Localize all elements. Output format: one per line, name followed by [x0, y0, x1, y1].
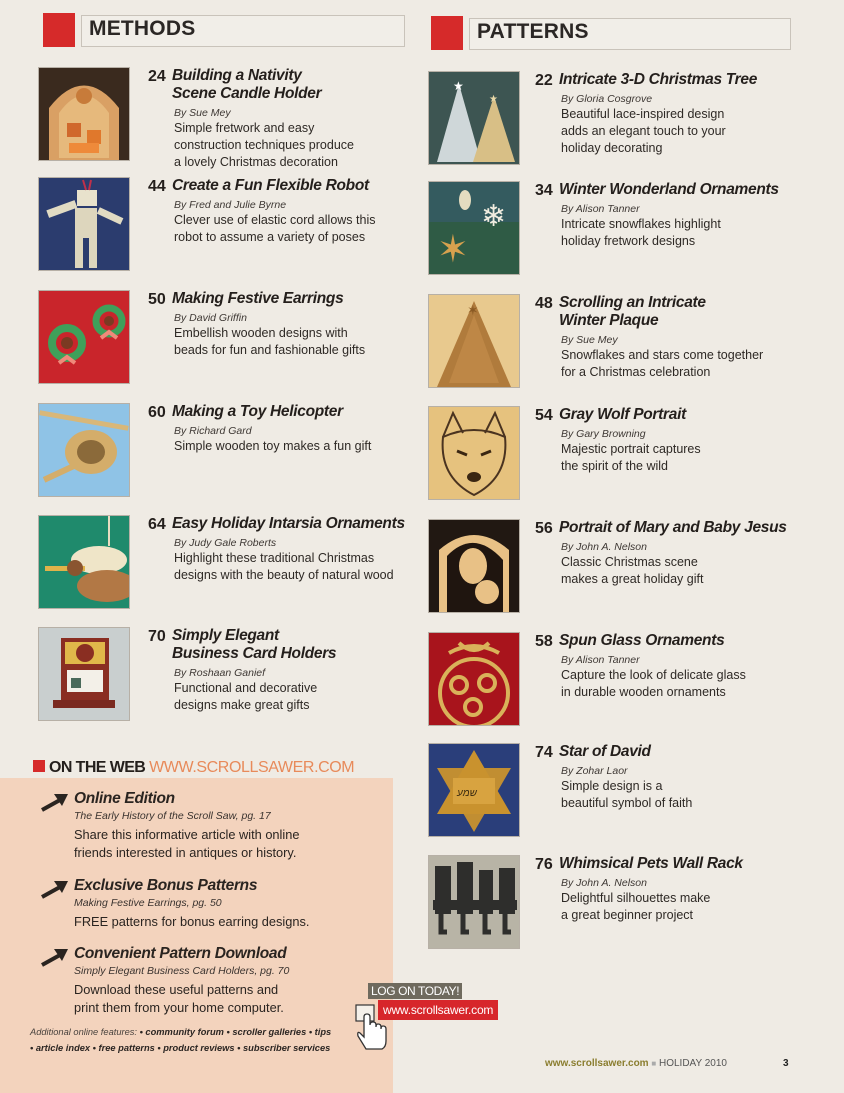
author: By John A. Nelson: [561, 877, 647, 889]
page-number: 24: [148, 68, 166, 85]
issue-label: HOLIDAY 2010: [658, 1058, 727, 1069]
log-on-label: LOG ON TODAY!: [368, 983, 462, 999]
web-feature-title[interactable]: Convenient Pattern Download: [74, 945, 287, 962]
pointer-hand-icon: [354, 1003, 394, 1053]
winter-plaque-image[interactable]: [428, 294, 520, 388]
svg-text:שמע: שמע: [457, 788, 477, 799]
log-on-today-badge[interactable]: [368, 982, 494, 1017]
methods-header: [43, 13, 405, 47]
web-feature-subtitle: Simply Elegant Business Card Holders, pg. 70: [74, 965, 290, 977]
patterns-item[interactable]: [428, 181, 838, 277]
web-feature-title[interactable]: Exclusive Bonus Patterns: [74, 877, 258, 894]
page-number: 22: [535, 72, 553, 89]
article-description: Classic Christmas scene makes a great holiday gift: [561, 555, 704, 586]
page-number: 44: [148, 178, 166, 195]
patterns-item[interactable]: [428, 294, 838, 390]
christmas-trees-image[interactable]: [428, 71, 520, 165]
author: By Sue Mey: [174, 107, 231, 119]
article-title[interactable]: Star of David: [559, 743, 651, 760]
methods-item[interactable]: [38, 290, 413, 386]
article-title[interactable]: Making a Toy Helicopter: [172, 403, 343, 420]
additional-features: Additional online features: • community forum • scroller galleries • tips • article index • free patterns • product reviews • subscriber services: [30, 1027, 332, 1053]
author: By Fred and Julie Byrne: [174, 199, 287, 211]
methods-item[interactable]: [38, 177, 413, 273]
article-description: Intricate snowflakes highlight holiday fretwork designs: [561, 217, 721, 248]
article-description: Majestic portrait captures the spirit of the wild: [561, 442, 701, 473]
article-title[interactable]: Winter Wonderland Ornaments: [559, 181, 779, 198]
author: By Richard Gard: [174, 425, 252, 437]
arrow-icon: [40, 947, 70, 967]
svg-text:★: ★: [453, 79, 464, 93]
footer-site: www.scrollsawer.com: [545, 1058, 649, 1069]
article-description: Beautiful lace-inspired design adds an elegant touch to your holiday decorating: [561, 107, 726, 155]
page-number: 50: [148, 291, 166, 308]
page-number: 70: [148, 628, 166, 645]
page-number: 58: [535, 633, 553, 650]
article-description: Snowflakes and stars come together for a Christmas celebration: [561, 348, 764, 379]
web-feature-description: Download these useful patterns and print them from your home computer.: [74, 982, 284, 1015]
author: By Gary Browning: [561, 428, 646, 440]
page-number: 34: [535, 182, 553, 199]
web-feature-description: Share this informative article with online friends interested in antiques or history.: [74, 827, 300, 860]
web-url-link[interactable]: WWW.SCROLLSAWER.COM: [149, 759, 355, 776]
author: By David Griffin: [174, 312, 247, 324]
patterns-item[interactable]: [428, 743, 838, 839]
svg-text:✶: ✶: [467, 302, 479, 318]
card-holder-image[interactable]: [38, 627, 130, 721]
red-square-icon: [43, 13, 75, 47]
patterns-item[interactable]: [428, 71, 838, 167]
article-description: Simple design is a beautiful symbol of faith: [561, 779, 693, 810]
svg-text:❄: ❄: [481, 200, 507, 233]
article-title[interactable]: Building a Nativity Scene Candle Holder: [172, 67, 322, 102]
spun-glass-ornament-image[interactable]: [428, 632, 520, 726]
article-title[interactable]: Scrolling an Intricate Winter Plaque: [559, 294, 706, 329]
author: By Alison Tanner: [561, 654, 640, 666]
article-title[interactable]: Simply Elegant Business Card Holders: [172, 627, 337, 662]
web-feature-subtitle: The Early History of the Scroll Saw, pg. 17: [74, 810, 271, 822]
on-the-web-heading: ON THE WEB WWW.SCROLLSAWER.COM: [33, 759, 354, 777]
author: By John A. Nelson: [561, 541, 647, 553]
article-title[interactable]: Gray Wolf Portrait: [559, 406, 686, 423]
methods-item[interactable]: [38, 515, 413, 611]
methods-item[interactable]: [38, 403, 413, 499]
methods-title: METHODS: [89, 17, 196, 40]
wolf-portrait-image[interactable]: [428, 406, 520, 500]
page-number: 64: [148, 516, 166, 533]
pets-wall-rack-image[interactable]: [428, 855, 520, 949]
author: By Roshaan Ganief: [174, 667, 266, 679]
wooden-robot-image[interactable]: [38, 177, 130, 271]
article-title[interactable]: Easy Holiday Intarsia Ornaments: [172, 515, 405, 532]
article-description: Delightful silhouettes make a great beginner project: [561, 891, 711, 922]
patterns-item[interactable]: [428, 632, 838, 728]
patterns-item[interactable]: [428, 855, 838, 951]
author: By Judy Gale Roberts: [174, 537, 277, 549]
article-title[interactable]: Whimsical Pets Wall Rack: [559, 855, 743, 872]
svg-text:★: ★: [489, 94, 498, 105]
toy-helicopter-image[interactable]: [38, 403, 130, 497]
article-description: Embellish wooden designs with beads for fun and fashionable gifts: [174, 326, 366, 357]
page-number: 48: [535, 295, 553, 312]
article-title[interactable]: Spun Glass Ornaments: [559, 632, 725, 649]
nativity-candle-holder-image[interactable]: [38, 67, 130, 161]
methods-item[interactable]: [38, 67, 413, 169]
article-description: Simple wooden toy makes a fun gift: [174, 439, 372, 453]
methods-item[interactable]: [38, 627, 413, 723]
arrow-icon: [40, 879, 70, 899]
page-number: 74: [535, 744, 553, 761]
patterns-item[interactable]: [428, 406, 838, 502]
author: By Sue Mey: [561, 334, 618, 346]
author: By Alison Tanner: [561, 203, 640, 215]
article-description: Functional and decorative designs make great gifts: [174, 681, 318, 712]
article-title[interactable]: Making Festive Earrings: [172, 290, 344, 307]
author: By Zohar Laor: [561, 765, 628, 777]
page-number: 76: [535, 856, 553, 873]
web-feature-title[interactable]: Online Edition: [74, 790, 175, 807]
article-description: Clever use of elastic cord allows this robot to assume a variety of poses: [174, 213, 376, 244]
article-description: Capture the look of delicate glass in durable wooden ornaments: [561, 668, 746, 699]
article-description: Simple fretwork and easy construction techniques produce a lovely Christmas decoration: [174, 121, 354, 169]
logon-url-link[interactable]: www.scrollsawer.com: [378, 1000, 498, 1020]
article-title[interactable]: Create a Fun Flexible Robot: [172, 177, 369, 194]
wreath-earrings-image[interactable]: [38, 290, 130, 384]
svg-text:✶: ✶: [437, 229, 469, 271]
red-square-icon: [33, 760, 45, 772]
patterns-header: [431, 16, 791, 50]
page-footer: www.scrollsawer.com ■ HOLIDAY 2010 3: [545, 1058, 789, 1069]
web-feature-description: FREE patterns for bonus earring designs.: [74, 914, 310, 929]
article-title[interactable]: Intricate 3-D Christmas Tree: [559, 71, 758, 88]
star-of-david-image[interactable]: [428, 743, 520, 837]
snowflake-ornaments-image[interactable]: [428, 181, 520, 275]
angel-ornament-image[interactable]: [38, 515, 130, 609]
mary-portrait-image[interactable]: [428, 519, 520, 613]
arrow-icon: [40, 792, 70, 812]
page-number: 3: [783, 1058, 789, 1069]
patterns-title: PATTERNS: [477, 20, 589, 43]
page-number: 54: [535, 407, 553, 424]
page-number: 60: [148, 404, 166, 421]
red-square-icon: [431, 16, 463, 50]
patterns-item[interactable]: [428, 519, 838, 615]
author: By Gloria Cosgrove: [561, 93, 653, 105]
article-description: Highlight these traditional Christmas designs with the beauty of natural wood: [174, 551, 394, 582]
web-feature-subtitle: Making Festive Earrings, pg. 50: [74, 897, 222, 909]
article-title[interactable]: Portrait of Mary and Baby Jesus: [559, 519, 787, 536]
page-number: 56: [535, 520, 553, 537]
